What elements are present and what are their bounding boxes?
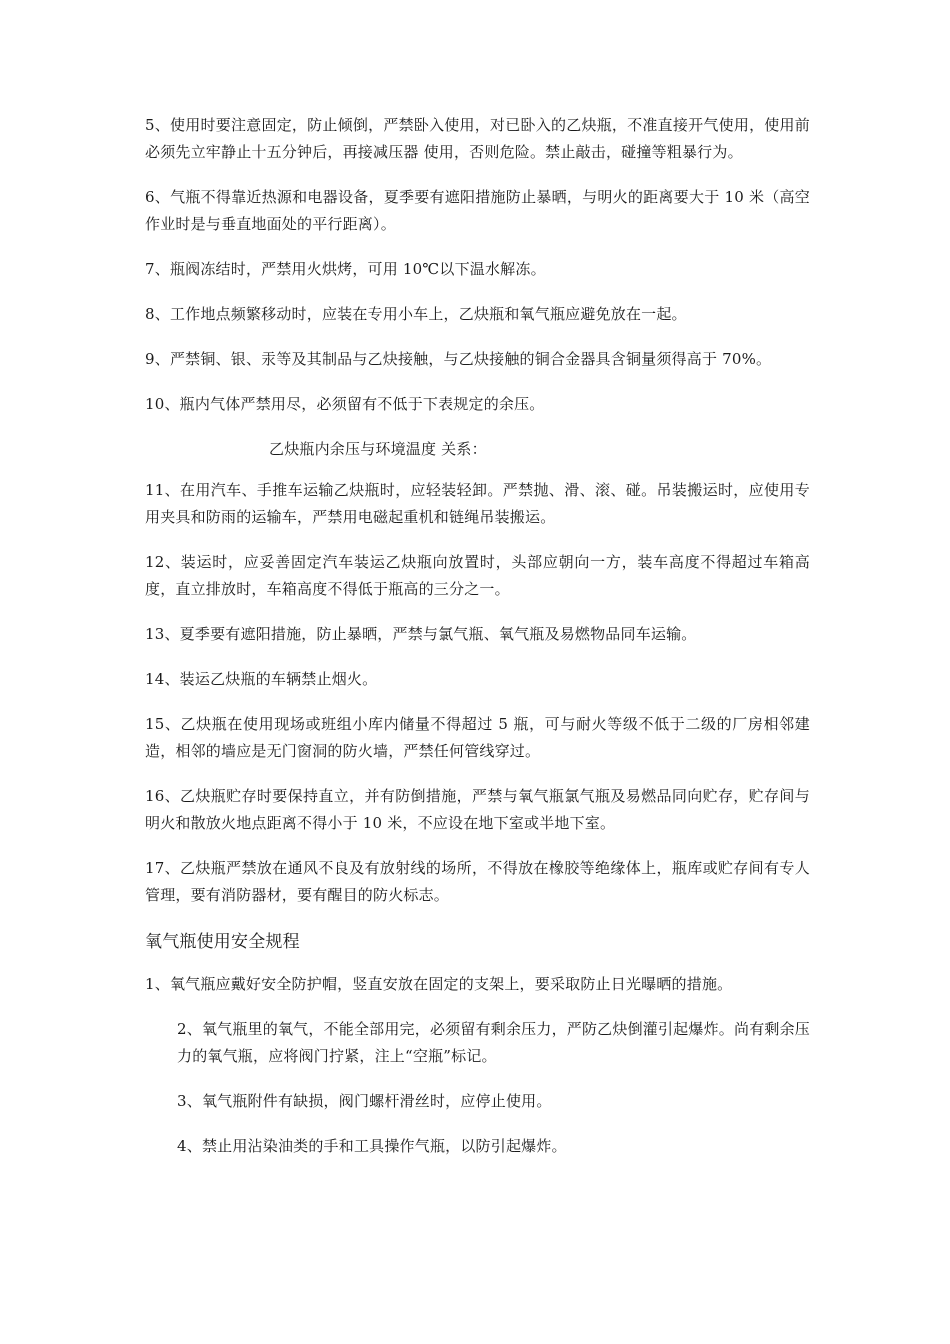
oxygen-rule-1: 1、氧气瓶应戴好安全防护帽，竖直安放在固定的支架上，要采取防止日光曝晒的措施。 [145, 975, 733, 993]
rule-paragraph-12: 12、装运时，应妥善固定汽车装运乙炔瓶向放置时，头部应朝向一方，装车高度不得超过车箱高度，直立排放时，车箱高度不得低于瓶高的三分之一。 [145, 553, 810, 598]
rule-paragraph-7: 7、瓶阀冻结时，严禁用火烘烤，可用 10℃以下温水解冻。 [145, 260, 546, 278]
oxygen-rule-2: 2、氧气瓶里的氧气，不能全部用完，必须留有剩余压力，严防乙炔倒灌引起爆炸。尚有剩余压力的氧气瓶，应将阀门拧紧，注上“空瓶”标记。 [177, 1020, 810, 1065]
rule-paragraph-16: 16、乙炔瓶贮存时要保持直立，并有防倒措施，严禁与氧气瓶氯气瓶及易燃品同向贮存，贮存间与明火和散放火地点距离不得小于 10 米，不应设在地下室或半地下室。 [145, 787, 810, 832]
rule-paragraph-11: 11、在用汽车、手推车运输乙炔瓶时，应轻装轻卸。严禁抛、滑、滚、碰。吊装搬运时，应使用专用夹具和防雨的运输车，严禁用电磁起重机和链绳吊装搬运。 [145, 481, 810, 526]
section-heading: 氧气瓶使用安全规程 [145, 932, 300, 952]
rule-paragraph-13: 13、夏季要有遮阳措施，防止暴晒，严禁与氯气瓶、氧气瓶及易燃物品同车运输。 [145, 625, 697, 643]
rule-paragraph-9: 9、严禁铜、银、汞等及其制品与乙炔接触，与乙炔接触的铜合金器具含铜量须得高于 70%。 [145, 350, 772, 368]
rule-paragraph-17: 17、乙炔瓶严禁放在通风不良及有放射线的场所，不得放在橡胶等绝缘体上，瓶库或贮存间有专人管理，要有消防器材，要有醒目的防火标志。 [145, 859, 810, 904]
document-body [145, 112, 810, 1178]
oxygen-rule-3: 3、氧气瓶附件有缺损，阀门螺杆滑丝时，应停止使用。 [177, 1092, 552, 1110]
rule-paragraph-14: 14、装运乙炔瓶的车辆禁止烟火。 [145, 670, 378, 688]
oxygen-rule-4: 4、禁止用沾染油类的手和工具操作气瓶，以防引起爆炸。 [177, 1137, 567, 1155]
table-caption: 乙炔瓶内余压与环境温度 关系： [269, 440, 487, 458]
rule-paragraph-6: 6、气瓶不得靠近热源和电器设备，夏季要有遮阳措施防止暴晒，与明火的距离要大于 10 米（高空作业时是与垂直地面处的平行距离）。 [145, 188, 810, 233]
rule-paragraph-10: 10、瓶内气体严禁用尽，必须留有不低于下表规定的余压。 [145, 395, 545, 413]
rule-paragraph-8: 8、工作地点频繁移动时，应装在专用小车上，乙炔瓶和氧气瓶应避免放在一起。 [145, 305, 687, 323]
rule-paragraph-5: 5、使用时要注意固定，防止倾倒，严禁卧入使用，对已卧入的乙炔瓶，不准直接开气使用，使用前必须先立牢静止十五分钟后，再接减压器 使用，否则危险。禁止敲击，碰撞等粗暴行为。 [145, 116, 810, 161]
rule-paragraph-15: 15、乙炔瓶在使用现场或班组小库内储量不得超过 5 瓶，可与耐火等级不低于二级的厂房相邻建造，相邻的墙应是无门窗洞的防火墙，严禁任何管线穿过。 [145, 715, 810, 760]
